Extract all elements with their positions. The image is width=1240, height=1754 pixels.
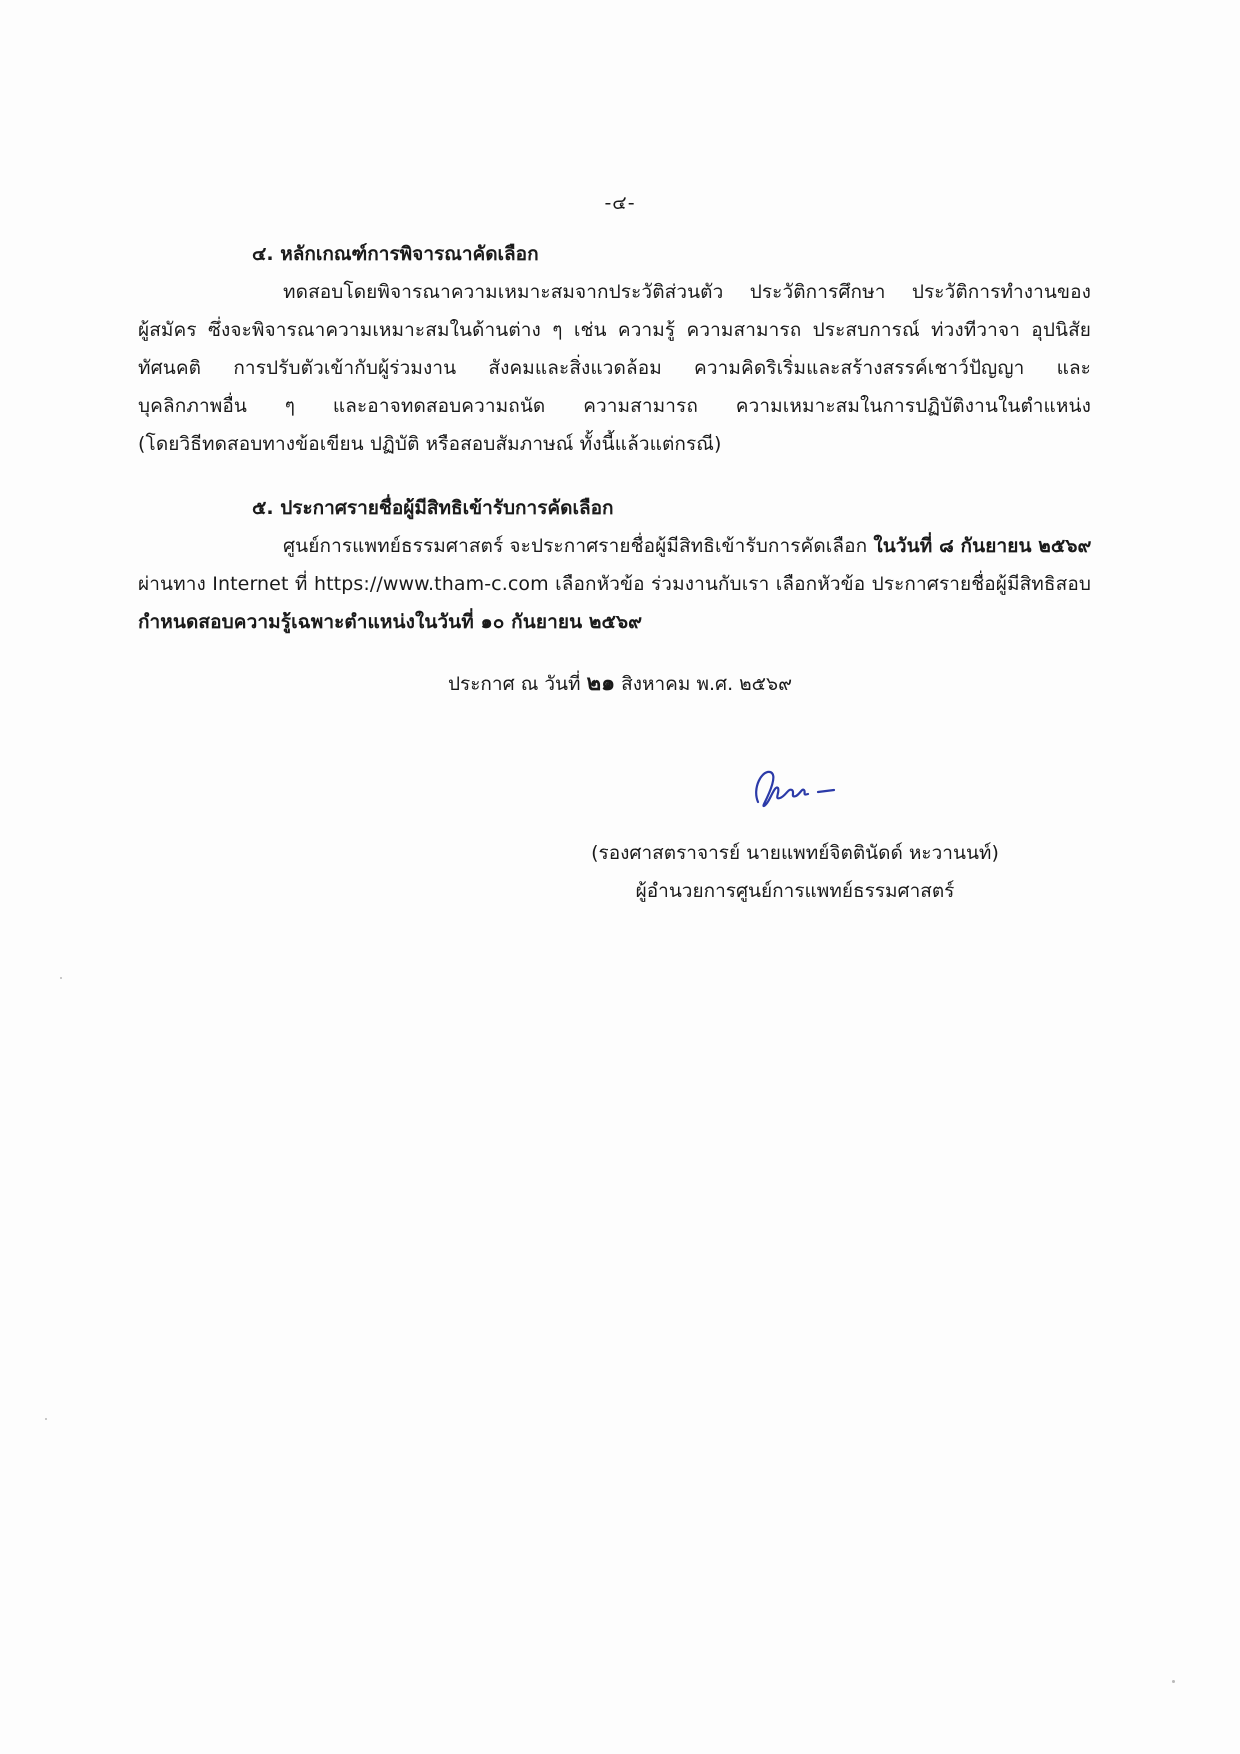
- section-candidate-list: [138, 489, 1091, 641]
- date-prefix: ประกาศ ณ วันที่: [447, 673, 587, 695]
- signer-block: [555, 834, 1035, 910]
- body-line: (โดยวิธีทดสอบทางข้อเขียน ปฏิบัติ หรือสอบสัมภาษณ์ ทั้งนี้แล้วแต่กรณี): [138, 433, 722, 455]
- scan-speck: [1172, 1680, 1175, 1683]
- scan-speck: [45, 1418, 47, 1420]
- body-line: ทดสอบโดยพิจารณาความเหมาะสมจากประวัติส่วนตัว ประวัติการศึกษา ประวัติการทำงานของ: [283, 281, 1091, 303]
- scan-speck: [60, 977, 62, 979]
- body-line: ทัศนคติ การปรับตัวเข้ากับผู้ร่วมงาน สังคมและสิ่งแวดล้อม ความคิดริเริ่มและสร้างสรรค์เชาว์ปัญญา และ: [138, 357, 1091, 379]
- page-number: -๔-: [604, 192, 636, 214]
- body-line: ผู้สมัคร ซึ่งจะพิจารณาความเหมาะสมในด้านต่าง ๆ เช่น ความรู้ ความสามารถ ประสบการณ์ ท่วงทีวาจา อุปนิสัย: [138, 319, 1091, 341]
- section-selection-criteria: [138, 235, 1091, 463]
- body-line: บุคลิกภาพอื่น ๆ และอาจทดสอบความถนัด ความสามารถ ความเหมาะสมในการปฏิบัติงานในตำแหน่ง: [138, 395, 1091, 417]
- body-line: ผ่านทาง Internet ที่ https://www.tham-c.com เลือกหัวข้อ ร่วมงานกับเรา เลือกหัวข้อ ประกาศรายชื่อผู้มีสิทธิสอบ: [138, 573, 1091, 595]
- body-text: ศูนย์การแพทย์ธรรมศาสตร์ จะประกาศรายชื่อผู้มีสิทธิเข้ารับการคัดเลือก: [283, 535, 874, 557]
- signer-name: (รองศาสตราจารย์ นายแพทย์จิตตินัดด์ หะวานนท์): [591, 842, 999, 864]
- date-suffix: สิงหาคม พ.ศ. ๒๕๖๙: [615, 673, 793, 695]
- exam-date: กำหนดสอบความรู้เฉพาะตำแหน่งในวันที่ ๑๐ กันยายน ๒๕๖๙: [138, 611, 643, 633]
- announcement-date-line: [0, 665, 1240, 703]
- section-body: [138, 273, 1091, 463]
- date-day: ๒๑: [586, 671, 616, 696]
- body-line: [138, 527, 1091, 565]
- section-heading: ๕. ประกาศรายชื่อผู้มีสิทธิเข้ารับการคัดเลือก: [252, 497, 614, 519]
- announcement-date: ในวันที่ ๘ กันยายน ๒๕๖๙: [873, 535, 1092, 557]
- signer-title: ผู้อำนวยการศูนย์การแพทย์ธรรมศาสตร์: [635, 880, 955, 902]
- handwritten-signature: [740, 758, 860, 818]
- section-heading: ๔. หลักเกณฑ์การพิจารณาคัดเลือก: [252, 243, 539, 265]
- section-body: [138, 527, 1091, 641]
